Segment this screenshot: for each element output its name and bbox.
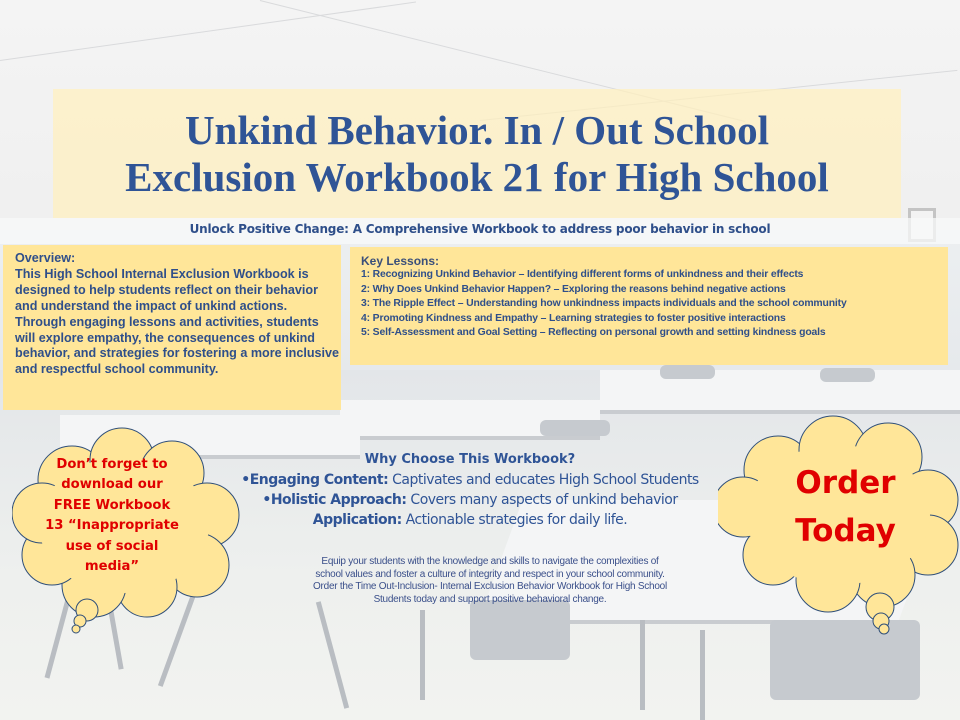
desk: [600, 370, 960, 414]
cta-line: Students today and support positive behavioral change.: [373, 593, 607, 605]
order-today-text: [753, 459, 938, 555]
overview-body: This High School Internal Exclusion Workbook is designed to help students reflect on their behavior and understand the impact of unkind actions. Through engaging lessons and activities, students will explore empathy, the consequences of unkind behavior, and strategies for fostering a more inclusive and respectful school community.: [15, 266, 340, 377]
why-point-desc: Covers many aspects of unkind behavior: [406, 492, 678, 508]
lesson-item: 4: Promoting Kindness and Empathy – Learning strategies to foster positive interactions: [361, 312, 786, 324]
title-line-1: Unkind Behavior. In / Out School: [184, 107, 770, 153]
cta-line: school values and foster a culture of integrity and respect in your school community.: [315, 568, 665, 580]
order-today-cloud[interactable]: [718, 415, 960, 635]
cloud-line: FREE Workbook: [53, 497, 171, 513]
cloud-line: media”: [84, 559, 140, 575]
cloud-line: Don’t forget to: [56, 457, 168, 472]
lesson-item: 2: Why Does Unkind Behavior Happen? – Exploring the reasons behind negative actions: [361, 283, 786, 295]
why-point-desc: Captivates and educates High School Students: [388, 472, 699, 488]
cloud-line: 13 “Inappropriate: [45, 518, 179, 534]
chair-leg: [640, 620, 645, 710]
why-point-desc: Actionable strategies for daily life.: [401, 512, 628, 528]
why-point-bullet: •: [241, 472, 250, 488]
title-line-2: Exclusion Workbook 21 for High School: [125, 154, 829, 200]
chair-leg: [420, 610, 425, 700]
overview-box: [3, 245, 341, 410]
cloud-line: Order: [795, 465, 896, 501]
cta-line: Equip your students with the knowledge and skills to navigate the complexities of: [321, 556, 659, 567]
cloud-line: Today: [795, 513, 896, 549]
slide-title: [53, 107, 901, 201]
chair: [820, 368, 875, 382]
free-workbook-cloud[interactable]: [12, 425, 250, 635]
why-point-bullet: •: [262, 492, 271, 508]
key-lessons-list: [361, 268, 948, 341]
why-point: [210, 470, 730, 490]
overview-label: Overview:: [15, 251, 76, 265]
cta-line: Order the Time Out-Inclusion- Internal Exclusion Behavior Workbook for High School: [313, 581, 667, 593]
lesson-item: 3: The Ripple Effect – Understanding how unkindness impacts individuals and the school community: [361, 298, 847, 310]
lesson-item: 1: Recognizing Unkind Behavior – Identifying different forms of unkindness and their effects: [361, 269, 804, 280]
cloud-line: download our: [61, 477, 163, 493]
lesson-item: 5: Self-Assessment and Goal Setting – Reflecting on personal growth and setting kindness goals: [361, 327, 826, 339]
why-point: [210, 510, 730, 530]
why-choose-section: [210, 450, 730, 530]
call-to-action-paragraph: [270, 556, 710, 606]
key-lessons-box: [350, 247, 948, 365]
why-point: [210, 490, 730, 510]
free-workbook-text: [37, 455, 187, 577]
why-choose-heading: Why Choose This Workbook?: [364, 452, 576, 467]
key-lessons-label: Key Lessons:: [361, 254, 440, 268]
cloud-line: use of social: [65, 538, 159, 554]
chair-leg: [700, 630, 705, 720]
chair: [470, 600, 570, 660]
chair: [660, 365, 715, 379]
why-point-term: Application:: [312, 512, 402, 528]
why-point-term: Engaging Content:: [249, 472, 389, 488]
chair: [540, 420, 610, 436]
slide-subtitle: Unlock Positive Change: A Comprehensive Workbook to address poor behavior in school: [189, 222, 771, 236]
why-point-term: Holistic Approach:: [270, 492, 407, 508]
